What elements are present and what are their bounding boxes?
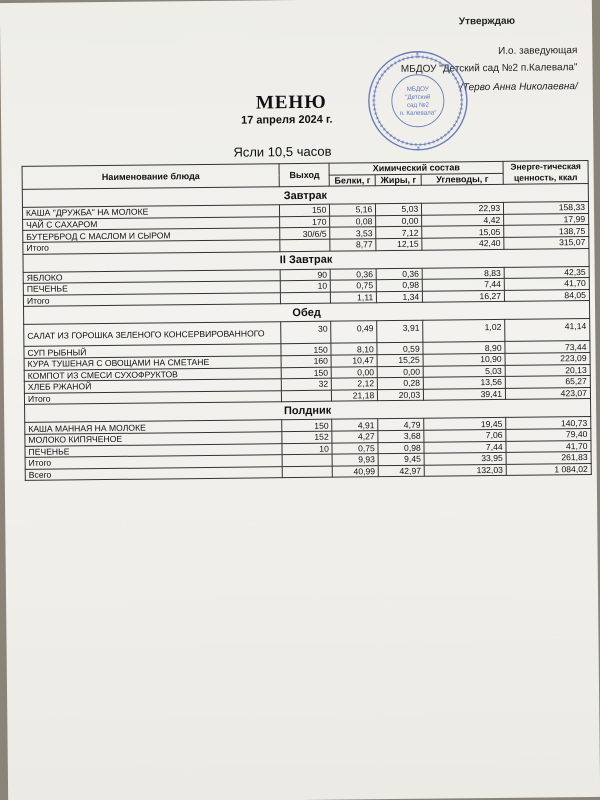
cell-protein: 0,08 bbox=[330, 215, 376, 227]
cell-carbs: 7,44 bbox=[422, 279, 504, 291]
cell-output bbox=[281, 292, 331, 304]
cell-energy: 20,13 bbox=[505, 364, 590, 376]
seal-text-line: сад №2 bbox=[406, 101, 429, 109]
cell-dish-name: КУРА ТУШЕНАЯ С ОВОЩАМИ НА СМЕТАНЕ bbox=[24, 356, 281, 370]
cell-output: 152 bbox=[282, 431, 332, 443]
cell-output: 170 bbox=[280, 216, 330, 228]
cell-protein: 0,36 bbox=[330, 268, 376, 280]
col-header-protein: Белки, г bbox=[329, 174, 375, 186]
cell-protein: 1,11 bbox=[331, 291, 377, 303]
col-header-name: Наименование блюда bbox=[22, 164, 280, 190]
cell-output: 150 bbox=[280, 204, 330, 216]
cell-energy: 261,83 bbox=[506, 452, 591, 464]
cell-output: 10 bbox=[281, 280, 331, 292]
cell-carbs: 1,02 bbox=[423, 320, 505, 343]
cell-fat: 0,98 bbox=[377, 279, 423, 291]
cell-dish-name: МОЛОКО КИПЯЧЕНОЕ bbox=[25, 432, 282, 446]
cell-fat: 3,68 bbox=[378, 430, 424, 442]
cell-carbs: 5,03 bbox=[423, 365, 505, 377]
cell-dish-name: Всего bbox=[25, 466, 282, 480]
cell-energy: 138,75 bbox=[504, 225, 589, 237]
cell-energy: 41,70 bbox=[506, 440, 591, 452]
official-seal-stamp bbox=[365, 48, 470, 153]
cell-fat: 4,79 bbox=[378, 419, 424, 431]
cell-energy: 223,09 bbox=[505, 352, 590, 364]
cell-carbs: 15,05 bbox=[422, 226, 504, 238]
cell-output: 150 bbox=[282, 419, 332, 431]
col-header-output: Выход bbox=[279, 163, 329, 187]
cell-output: 150 bbox=[281, 344, 331, 356]
col-header-chem: Химический состав bbox=[329, 161, 503, 174]
cell-protein: 0,75 bbox=[332, 442, 378, 454]
cell-energy: 41,70 bbox=[504, 278, 589, 290]
menu-table-body bbox=[22, 184, 591, 481]
cell-dish-name: КАША "ДРУЖБА" НА МОЛОКЕ bbox=[22, 205, 279, 219]
cell-protein: 5,16 bbox=[330, 204, 376, 216]
cell-dish-name: БУТЕРБРОД С МАСЛОМ И СЫРОМ bbox=[23, 228, 280, 242]
cell-output: 150 bbox=[282, 367, 332, 379]
cell-dish-name: ПЕЧЕНЬЕ bbox=[23, 281, 280, 295]
cell-output bbox=[280, 239, 330, 251]
cell-dish-name: ЧАЙ С САХАРОМ bbox=[23, 216, 280, 230]
cell-fat: 15,25 bbox=[377, 354, 423, 366]
cell-fat: 9,45 bbox=[378, 453, 424, 465]
cell-carbs: 39,41 bbox=[424, 388, 506, 400]
cell-fat: 0,98 bbox=[378, 442, 424, 454]
section-title: Обед bbox=[24, 301, 590, 325]
approval-block bbox=[360, 11, 585, 94]
cell-fat: 7,12 bbox=[376, 227, 422, 239]
cell-energy: 158,33 bbox=[504, 202, 589, 214]
group-name: Ясли 10,5 часов bbox=[233, 143, 332, 160]
cell-protein: 40,99 bbox=[333, 465, 379, 477]
cell-dish-name: Итого bbox=[23, 292, 280, 306]
approval-signature: /Терво Анна Николаевна/ bbox=[459, 81, 578, 94]
cell-output: 30/6/5 bbox=[280, 228, 330, 240]
cell-dish-name: САЛАТ ИЗ ГОРОШКА ЗЕЛЕНОГО КОНСЕРВИРОВАННОГО bbox=[24, 322, 282, 347]
cell-dish-name: Итого bbox=[24, 390, 281, 404]
section-title: Завтрак bbox=[22, 184, 588, 208]
cell-dish-name: КАША МАННАЯ НА МОЛОКЕ bbox=[25, 420, 282, 434]
approval-position: И.о. заведующая bbox=[497, 45, 578, 57]
col-header-fat: Жиры, г bbox=[375, 174, 421, 186]
seal-text-line: п. Калевала" bbox=[399, 109, 437, 117]
cell-output: 32 bbox=[282, 378, 332, 390]
cell-dish-name: Итого bbox=[23, 240, 280, 254]
cell-fat: 3,91 bbox=[377, 321, 423, 343]
cell-dish-name: ХЛЕБ РЖАНОЙ bbox=[24, 379, 281, 393]
menu-date: 17 апреля 2024 г. bbox=[241, 113, 333, 127]
cell-protein: 2,12 bbox=[332, 378, 378, 390]
cell-protein: 0,75 bbox=[331, 280, 377, 292]
cell-fat: 42,97 bbox=[378, 465, 424, 477]
section-title: Полдник bbox=[25, 399, 591, 423]
col-header-carbs: Углеводы, г bbox=[421, 173, 503, 185]
cell-dish-name: КОМПОТ ИЗ СМЕСИ СУХОФРУКТОВ bbox=[24, 367, 281, 381]
cell-output bbox=[283, 466, 333, 478]
cell-carbs: 19,45 bbox=[424, 418, 506, 430]
col-header-energy: Энерге-тическая ценность, ккал bbox=[503, 160, 588, 184]
cell-fat: 0,00 bbox=[376, 215, 422, 227]
cell-energy: 315,07 bbox=[504, 236, 589, 248]
cell-energy: 42,35 bbox=[504, 266, 589, 278]
cell-energy: 84,05 bbox=[504, 289, 589, 301]
cell-output: 90 bbox=[281, 269, 331, 281]
cell-carbs: 7,44 bbox=[424, 441, 506, 453]
cell-carbs: 22,93 bbox=[422, 203, 504, 215]
cell-protein: 8,10 bbox=[331, 343, 377, 355]
cell-output: 160 bbox=[281, 355, 331, 367]
cell-energy: 65,27 bbox=[505, 376, 590, 388]
seal-text-line: "Детский bbox=[405, 93, 431, 101]
cell-dish-name: ПЕЧЕНЬЕ bbox=[25, 443, 282, 457]
cell-energy: 79,40 bbox=[506, 428, 591, 440]
cell-dish-name: ЯБЛОКО bbox=[23, 269, 280, 283]
approval-title: Утверждаю bbox=[458, 15, 516, 28]
cell-energy: 423,07 bbox=[505, 387, 590, 399]
approval-org: МБДОУ "Детский сад №2 п.Калевала" bbox=[400, 62, 578, 75]
cell-fat: 20,03 bbox=[378, 389, 424, 401]
cell-fat: 0,59 bbox=[377, 343, 423, 355]
cell-energy: 1 084,02 bbox=[506, 463, 591, 475]
cell-fat: 0,00 bbox=[377, 366, 423, 378]
cell-carbs: 8,83 bbox=[422, 267, 504, 279]
cell-carbs: 33,95 bbox=[424, 452, 506, 464]
cell-fat: 1,34 bbox=[377, 291, 423, 303]
cell-energy: 17,99 bbox=[504, 213, 589, 225]
cell-dish-name: СУП РЫБНЫЙ bbox=[24, 344, 281, 358]
cell-carbs: 13,56 bbox=[424, 376, 506, 388]
cell-fat: 0,36 bbox=[376, 268, 422, 280]
cell-energy: 140,73 bbox=[506, 417, 591, 429]
menu-table bbox=[22, 160, 592, 481]
cell-carbs: 8,90 bbox=[423, 342, 505, 354]
cell-output bbox=[282, 454, 332, 466]
cell-protein: 0,49 bbox=[331, 321, 377, 343]
cell-protein: 10,47 bbox=[331, 355, 377, 367]
cell-output: 30 bbox=[281, 322, 331, 345]
cell-output: 10 bbox=[282, 443, 332, 455]
cell-carbs: 4,42 bbox=[422, 214, 504, 226]
cell-protein: 21,18 bbox=[332, 389, 378, 401]
cell-carbs: 42,40 bbox=[422, 237, 504, 249]
cell-carbs: 132,03 bbox=[424, 464, 506, 476]
section-title: II Завтрак bbox=[23, 248, 589, 272]
cell-fat: 5,03 bbox=[376, 203, 422, 215]
cell-carbs: 16,27 bbox=[423, 290, 505, 302]
cell-protein: 0,00 bbox=[331, 366, 377, 378]
cell-energy: 73,44 bbox=[505, 341, 590, 353]
cell-fat: 12,15 bbox=[376, 238, 422, 250]
cell-protein: 4,27 bbox=[332, 431, 378, 443]
cell-protein: 9,93 bbox=[332, 454, 378, 466]
cell-carbs: 7,06 bbox=[424, 429, 506, 441]
cell-protein: 4,91 bbox=[332, 419, 378, 431]
cell-carbs: 10,90 bbox=[423, 353, 505, 365]
seal-text-line: МБДОУ bbox=[406, 85, 429, 93]
cell-protein: 8,77 bbox=[330, 239, 376, 251]
cell-protein: 3,53 bbox=[330, 227, 376, 239]
cell-dish-name: Итого bbox=[25, 455, 282, 469]
cell-output bbox=[282, 390, 332, 402]
page-title: МЕНЮ bbox=[255, 91, 327, 114]
cell-fat: 0,28 bbox=[378, 377, 424, 389]
cell-energy: 41,14 bbox=[505, 319, 590, 342]
